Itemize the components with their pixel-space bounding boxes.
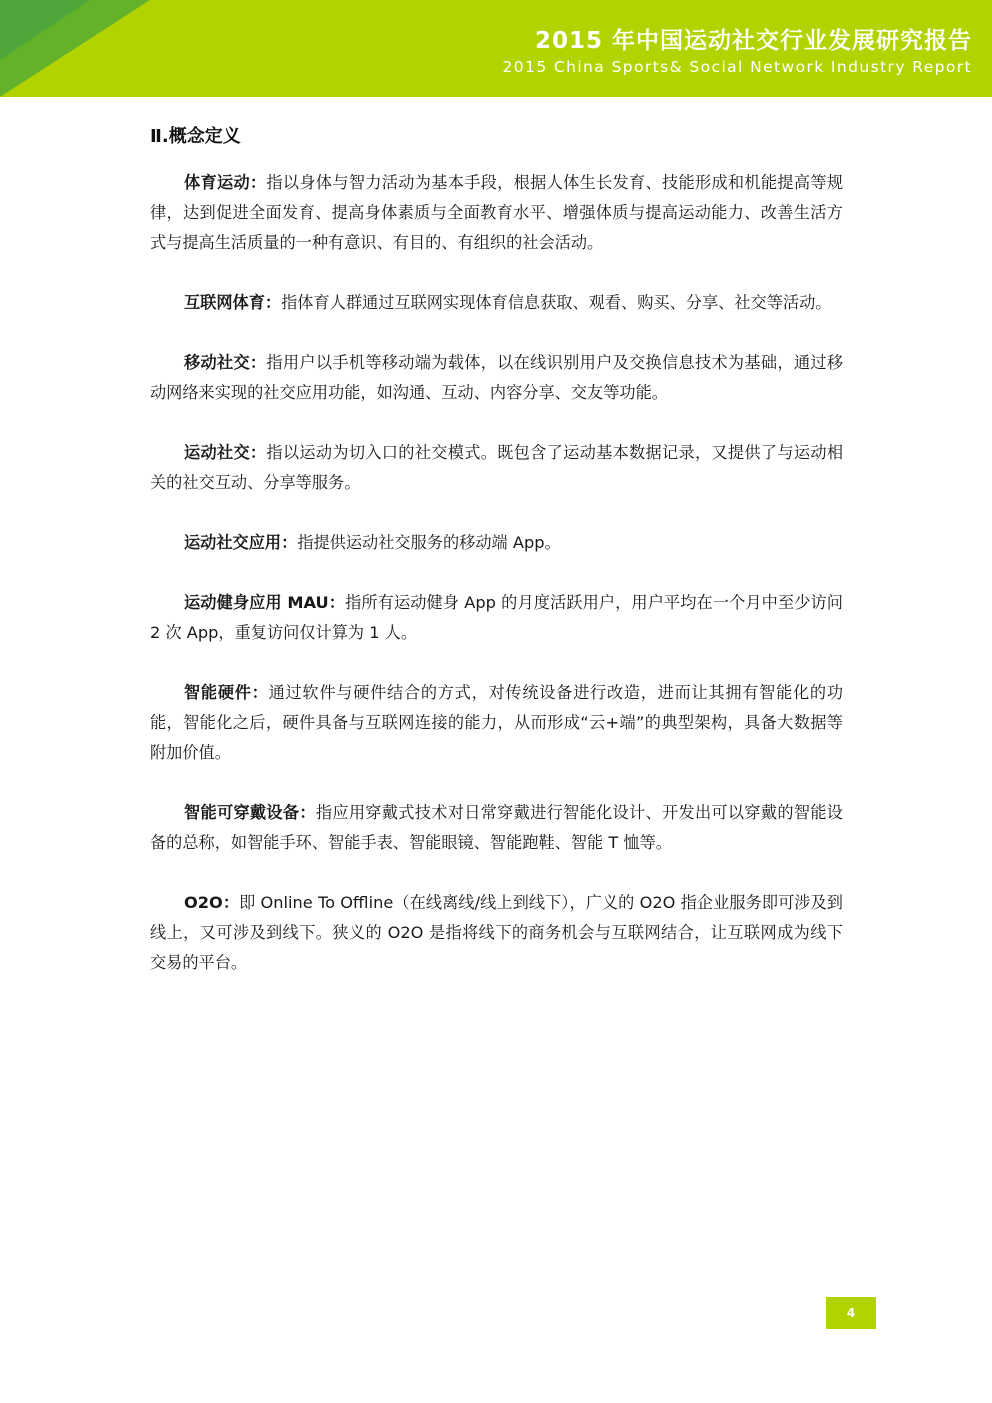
page-number-badge: 4 bbox=[826, 1297, 876, 1329]
definition-text: 指体育人群通过互联网实现体育信息获取、观看、购买、分享、社交等活动。 bbox=[281, 293, 832, 312]
definition-text: 指用户以手机等移动端为载体，以在线识别用户及交换信息技术为基础，通过移动网络来实现的社交应用功能，如沟通、互动、内容分享、交友等功能。 bbox=[150, 353, 844, 402]
definition-term: 互联网体育： bbox=[184, 293, 282, 312]
report-header-band bbox=[0, 0, 992, 97]
definition-paragraph bbox=[150, 438, 843, 498]
definition-text: 通过软件与硬件结合的方式，对传统设备进行改造，进而让其拥有智能化的功能，智能化之后，硬件具备与互联网连接的能力，从而形成“云+端”的典型架构，具备大数据等附加价值。 bbox=[150, 683, 844, 762]
definition-term: 智能硬件： bbox=[184, 683, 269, 702]
definition-text: 指所有运动健身 App 的月度活跃用户，用户平均在一个月中至少访问 2 次 App，重复访问仅计算为 1 人。 bbox=[150, 593, 843, 642]
page-content bbox=[150, 122, 843, 1008]
definition-paragraph bbox=[150, 888, 843, 978]
definition-paragraph bbox=[150, 348, 843, 408]
definition-text: 即 Online To Offline（在线离线/线上到线下），广义的 O2O 指企业服务即可涉及到线上，又可涉及到线下。狭义的 O2O 是指将线下的商务机会与互联网结合，让互联网成为线下交易的平台。 bbox=[150, 893, 843, 972]
definition-paragraph bbox=[150, 588, 843, 648]
definition-paragraph bbox=[150, 288, 843, 318]
section-title: Ⅱ.概念定义 bbox=[150, 126, 241, 147]
definition-paragraph bbox=[150, 678, 843, 768]
definition-term: 运动健身应用 MAU： bbox=[184, 593, 346, 612]
definition-term: 运动社交： bbox=[184, 443, 267, 462]
definition-text: 指应用穿戴式技术对日常穿戴进行智能化设计、开发出可以穿戴的智能设备的总称，如智能手环、智能手表、智能眼镜、智能跑鞋、智能 T 恤等。 bbox=[150, 803, 843, 852]
definition-term: 智能可穿戴设备： bbox=[184, 803, 316, 822]
definition-term: 移动社交： bbox=[184, 353, 267, 372]
definition-term: O2O： bbox=[184, 893, 240, 912]
report-subtitle: 2015 China Sports& Social Network Industry Report bbox=[502, 58, 972, 76]
definition-term: 体育运动： bbox=[184, 173, 267, 192]
definition-term: 运动社交应用： bbox=[184, 533, 298, 552]
definition-text: 指提供运动社交服务的移动端 App。 bbox=[297, 533, 561, 552]
definition-paragraph bbox=[150, 798, 843, 858]
definition-paragraph bbox=[150, 168, 843, 258]
definition-text: 指以运动为切入口的社交模式。既包含了运动基本数据记录，又提供了与运动相关的社交互动、分享等服务。 bbox=[150, 443, 844, 492]
definition-text: 指以身体与智力活动为基本手段，根据人体生长发育、技能形成和机能提高等规律，达到促进全面发育、提高身体素质与全面教育水平、增强体质与提高运动能力、改善生活方式与提高生活质量的一种有意识、有目的、有组织的社会活动。 bbox=[150, 173, 844, 252]
report-title: 2015 年中国运动社交行业发展研究报告 bbox=[534, 28, 972, 54]
definition-paragraph bbox=[150, 528, 843, 558]
header-accent-shape-inner bbox=[0, 0, 90, 60]
